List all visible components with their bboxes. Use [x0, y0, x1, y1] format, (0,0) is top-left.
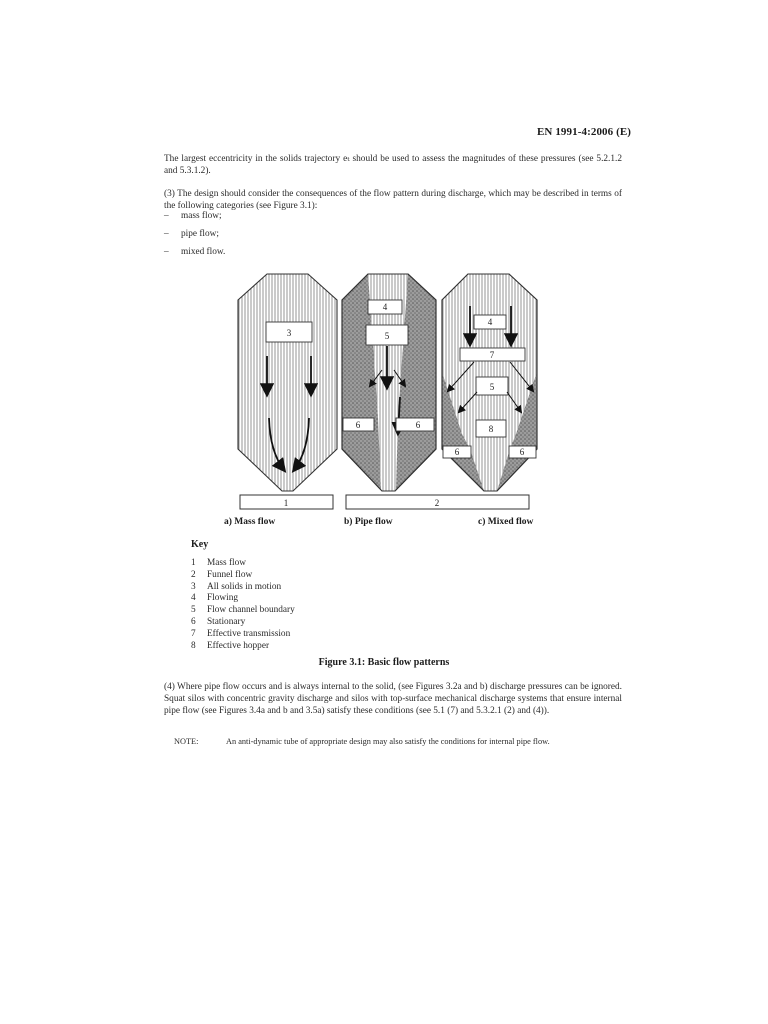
figure-caption: Figure 3.1: Basic flow patterns: [318, 657, 450, 668]
list-item: [164, 211, 222, 221]
key-number: 2: [191, 569, 196, 580]
flow-patterns-figure: [220, 262, 560, 532]
list-dash: –: [164, 247, 169, 257]
note-text: An anti-dynamic tube of appropriate design may also satisfy the conditions for internal pipe flow.: [226, 737, 550, 746]
label-8: 8: [488, 424, 494, 434]
label-6: 6: [355, 420, 361, 430]
key-item: [191, 605, 295, 617]
key-item: [191, 641, 295, 653]
key-number: 7: [191, 628, 196, 639]
silo-mass-flow: [238, 274, 337, 491]
key-item: [191, 570, 295, 582]
list-dash: –: [164, 229, 169, 239]
key-item: [191, 593, 295, 605]
label-4: 4: [382, 302, 388, 312]
key-item: [191, 558, 295, 570]
label-6: 6: [415, 420, 421, 430]
key-number: 3: [191, 581, 196, 592]
key-text: Effective hopper: [207, 640, 270, 651]
note-label: NOTE:: [174, 737, 199, 746]
key-text: Funnel flow: [207, 569, 253, 580]
key-text: Flow channel boundary: [207, 605, 295, 616]
key-number: 6: [191, 616, 196, 627]
list-item-text: pipe flow;: [181, 229, 219, 239]
label-2: 2: [434, 498, 440, 508]
label-6: 6: [519, 447, 525, 457]
paragraph-3-flow-categories: (3) The design should consider the consequences of the flow pattern during discharge, which may be described in terms of the following categories (see Figure 3.1):: [164, 189, 622, 211]
key-text: Effective transmission: [207, 628, 291, 639]
label-5: 5: [489, 382, 495, 392]
list-item-text: mixed flow.: [181, 247, 226, 257]
caption-mass-flow: a) Mass flow: [224, 517, 276, 527]
key-text: Stationary: [207, 616, 246, 627]
key-item: [191, 629, 295, 641]
key-number: 1: [191, 558, 196, 568]
label-5: 5: [384, 331, 390, 341]
key-number: 4: [191, 593, 196, 604]
paragraph-eccentricity: The largest eccentricity in the solids trajectory eₜ should be used to assess the magnitudes of these pressures (see 5.2.1.2 and 5.3.1.2).: [164, 154, 622, 176]
key-text: Flowing: [207, 593, 238, 604]
paragraph-4-pipe-flow: (4) Where pipe flow occurs and is always internal to the solid, (see Figures 3.2a and b) discharge pressures can be ignored. Squat silos with concentric gravity discharge and silos with top-surface mechanical discharge systems that ensure internal pipe flow (see Figures 3.4a and b and 3.5a) satisfy these conditions (see 5.1 (7) and 5.3.2.1 (2) and (4)).: [164, 682, 622, 716]
list-dash: –: [164, 211, 169, 221]
label-3: 3: [286, 328, 292, 338]
key-number: 8: [191, 640, 196, 651]
silo-mixed-flow: [442, 274, 537, 491]
key-number: 5: [191, 605, 196, 616]
document-id-header: EN 1991-4:2006 (E): [537, 126, 632, 138]
list-item: [164, 247, 225, 257]
key-text: Mass flow: [207, 558, 246, 568]
list-item-text: mass flow;: [181, 211, 222, 221]
label-1: 1: [283, 498, 289, 508]
label-7: 7: [489, 350, 495, 360]
key-text: All solids in motion: [207, 581, 282, 592]
note: [174, 737, 550, 746]
key-list: [191, 558, 295, 652]
key-item: [191, 582, 295, 594]
label-4: 4: [487, 317, 493, 327]
key-title: Key: [191, 539, 209, 550]
label-6: 6: [454, 447, 460, 457]
caption-pipe-flow: b) Pipe flow: [344, 517, 393, 527]
list-item: [164, 229, 219, 239]
key-item: [191, 617, 295, 629]
caption-mixed-flow: c) Mixed flow: [478, 517, 534, 527]
silo-pipe-flow: [342, 274, 436, 491]
